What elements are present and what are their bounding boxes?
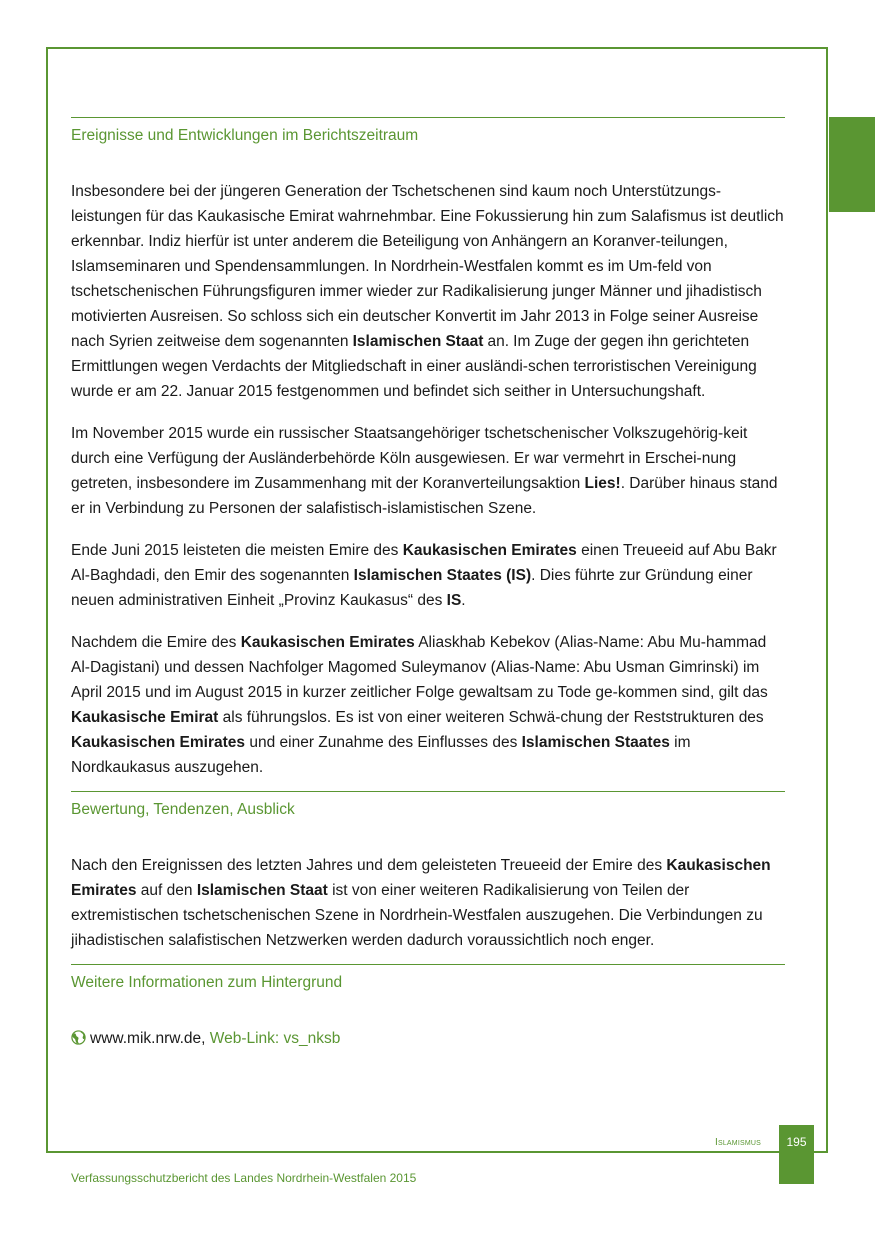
globe-icon bbox=[71, 1028, 86, 1043]
page-footer: Verfassungsschutzbericht des Landes Nordrhein-Westfalen 2015 bbox=[71, 1171, 417, 1185]
page-content bbox=[71, 117, 785, 1051]
paragraph: Nachdem die Emire des Kaukasischen Emirates Aliaskhab Kebekov (Alias-Name: Abu Mu-hammad Al-Dagistani) und dessen Nachfolger Magomed Suleymanov (Alias-Name: Abu Usman Gimrinski) im April 2015 und im August 2015 in kurzer zeitlicher Folge gewaltsam zu Tode ge-kommen sind, gilt das Kaukasische Emirat als führungslos. Es ist von einer weiteren Schwä-chung der Reststrukturen des Kaukasischen Emirates und einer Zunahme des Einflusses des Islamischen Staates im Nordkaukasus auszugehen. bbox=[71, 634, 768, 776]
section-heading-info: Weitere Informationen zum Hintergrund bbox=[71, 964, 785, 1004]
paragraph: Nach den Ereignissen des letzten Jahres und dem geleisteten Treueeid der Emire des Kaukasischen Emirates auf den Islamischen Staat ist von einer weiteren Radikalisierung von Teilen der extremistischen tschetschenischen Szene in Nordrhein-Westfalen auszugehen. Die Verbindungen zu jihadistischen salafistischen Netzwerken werden dadurch voraussichtlich noch enger. bbox=[71, 857, 771, 949]
paragraph: Ende Juni 2015 leisteten die meisten Emire des Kaukasischen Emirates einen Treueeid auf Abu Bakr Al-Baghdadi, den Emir des sogenannten Islamischen Staates (IS). Dies führte zur Gründung einer neuen administrativen Einheit „Provinz Kaukasus“ des IS. bbox=[71, 542, 777, 609]
paragraph: Im November 2015 wurde ein russischer Staatsangehöriger tschetschenischer Volkszugehörig-keit durch eine Verfügung der Ausländerbehörde Köln ausgewiesen. Er war vermehrt in Erschei-nung getreten, insbesondere im Zusammenhang mit der Koranverteilungsaktion Lies!. Darüber hinaus stand er in Verbindung zu Personen der salafistisch-islamistischen Szene. bbox=[71, 425, 778, 517]
paragraph: Insbesondere bei der jüngeren Generation der Tschetschenen sind kaum noch Unterstützungs-leistungen für das Kaukasische Emirat wahrnehmbar. Eine Fokussierung hin zum Salafismus ist deutlich erkennbar. Indiz hierfür ist unter anderem die Beteiligung von Anhängern an Koranver-teilungen, Islamseminaren und Spendensammlungen. In Nordrhein-Westfalen kommt es im Um-feld von tschetschenischen Führungsfiguren immer wieder zur Radikalisierung junger Männer und jihadistisch motivierten Ausreisen. So schloss sich ein deutscher Konvertit im Jahr 2013 in Folge seiner Ausreise nach Syrien zeitweise dem sogenannten Islamischen Staat an. Im Zuge der gegen ihn gerichteten Ermittlungen wegen Verdachts der Mitgliedschaft in einer ausländi-schen terroristischen Vereinigung wurde er am 22. Januar 2015 festgenommen und befindet sich seither in Untersuchungshaft. bbox=[71, 183, 784, 400]
web-link[interactable]: Web-Link: vs_nksb bbox=[209, 1030, 341, 1047]
running-section-label: Islamismus bbox=[714, 1137, 761, 1148]
section-heading-assessment: Bewertung, Tendenzen, Ausblick bbox=[71, 791, 785, 831]
chapter-tab bbox=[829, 117, 875, 212]
page-number: 195 bbox=[779, 1125, 814, 1184]
section-heading-events: Ereignisse und Entwicklungen im Berichtszeitraum bbox=[71, 117, 785, 157]
site-link[interactable]: www.mik.nrw.de, bbox=[90, 1030, 206, 1047]
web-link-line bbox=[71, 1026, 785, 1051]
